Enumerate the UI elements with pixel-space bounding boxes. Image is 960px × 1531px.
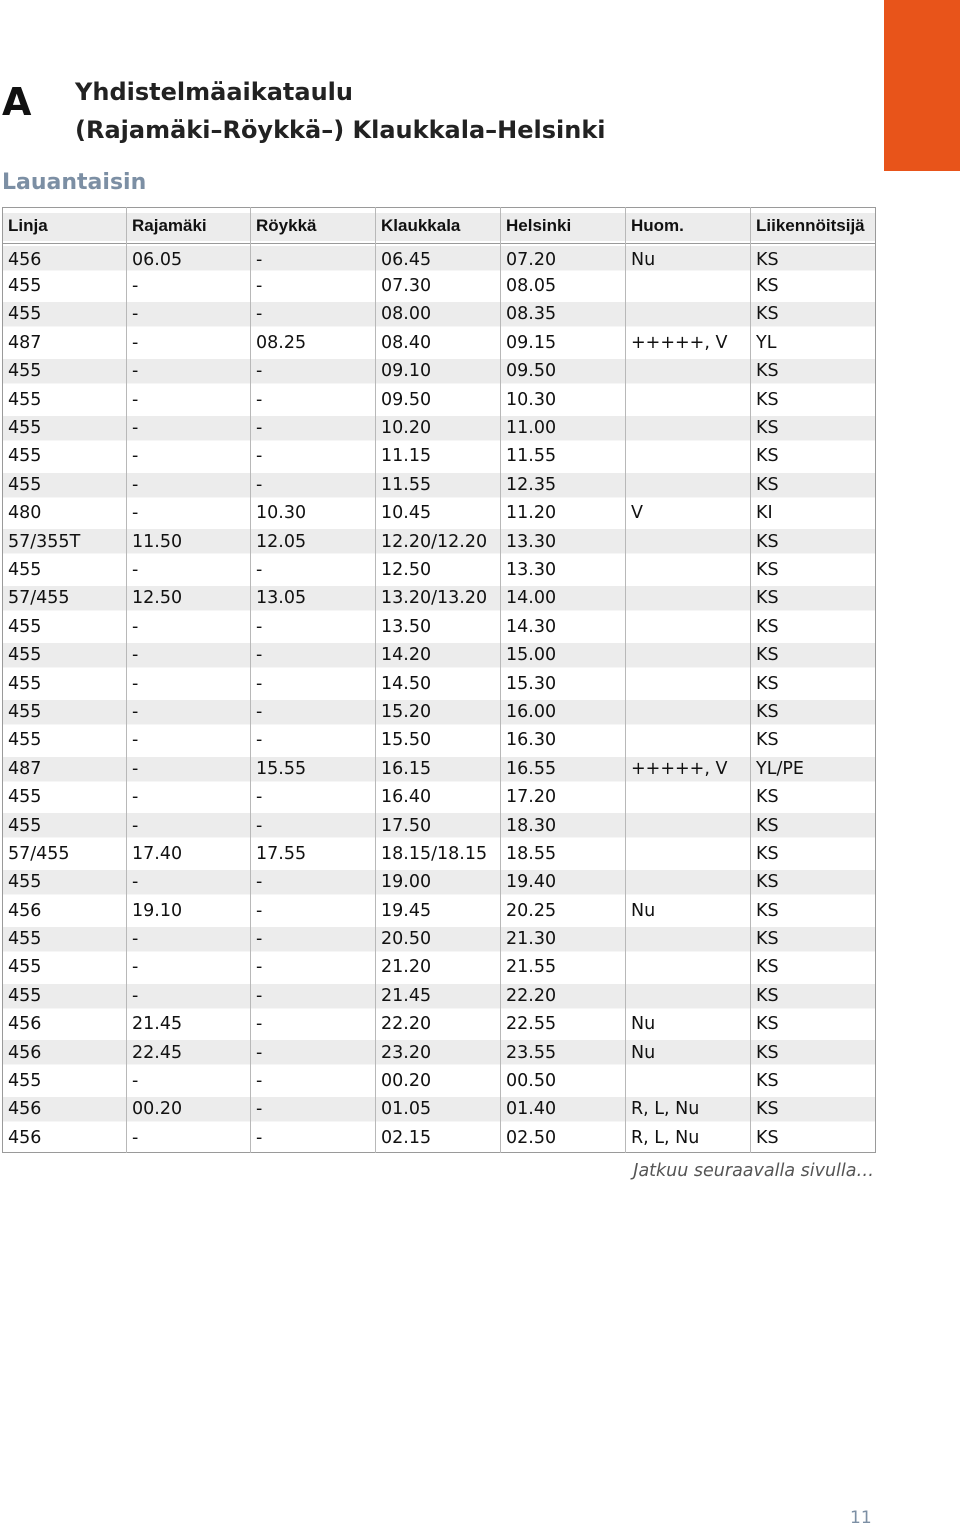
cell-huom: [626, 1067, 751, 1095]
cell-klaukkala: 14.50: [376, 669, 501, 697]
cell-liikennoitsija: KS: [756, 304, 779, 325]
cell-roykka: -: [251, 1067, 376, 1095]
cell-rajamaki: -: [127, 1124, 251, 1152]
cell-liikennoitsija: KS: [756, 361, 779, 382]
cell-klaukkala: 02.15: [376, 1124, 501, 1152]
table-row: [3, 1010, 876, 1038]
table-row: [3, 896, 876, 924]
cell-huom: [626, 868, 751, 896]
cell-liikennoitsija: KS: [756, 474, 779, 495]
cell-helsinki: 18.30: [501, 811, 626, 839]
cell-rajamaki: -: [127, 357, 251, 385]
cell-linja: 455: [3, 414, 127, 442]
cell-helsinki: 16.30: [501, 726, 626, 754]
cell-linja: 455: [3, 783, 127, 811]
cell-roykka: -: [251, 1124, 376, 1152]
cell-huom: R, L, Nu: [626, 1095, 751, 1123]
cell-liikennoitsija: KS: [756, 872, 779, 893]
table-row: [3, 783, 876, 811]
cell-huom: [626, 613, 751, 641]
cell-liikennoitsija: KS: [756, 559, 779, 580]
cell-liikennoitsija: KS: [756, 1014, 779, 1035]
cell-roykka: -: [251, 868, 376, 896]
timetable-body: [3, 244, 876, 1153]
cell-klaukkala: 11.55: [376, 471, 501, 499]
cell-linja: 456: [3, 896, 127, 924]
cell-klaukkala: 10.45: [376, 499, 501, 527]
table-row: [3, 868, 876, 896]
cell-klaukkala: 14.20: [376, 641, 501, 669]
cell-helsinki: 01.40: [501, 1095, 626, 1123]
table-row: [3, 244, 876, 272]
cell-huom: [626, 925, 751, 953]
cell-helsinki: 11.55: [501, 442, 626, 470]
table-row: [3, 300, 876, 328]
table-row: [3, 499, 876, 527]
cell-linja: 456: [3, 244, 127, 272]
header-linja: Linja: [3, 208, 127, 244]
cell-linja: 487: [3, 755, 127, 783]
cell-rajamaki: -: [127, 272, 251, 300]
cell-helsinki: 22.20: [501, 982, 626, 1010]
cell-rajamaki: 12.50: [127, 584, 251, 612]
table-row: [3, 698, 876, 726]
continues-note: Jatkuu seuraavalla sivulla…: [633, 1161, 874, 1181]
table-row: [3, 385, 876, 413]
cell-roykka: -: [251, 1038, 376, 1066]
cell-roykka: -: [251, 811, 376, 839]
cell-klaukkala: 17.50: [376, 811, 501, 839]
cell-linja: 455: [3, 669, 127, 697]
cell-helsinki: 12.35: [501, 471, 626, 499]
cell-huom: [626, 982, 751, 1010]
cell-helsinki: 11.00: [501, 414, 626, 442]
cell-linja: 455: [3, 442, 127, 470]
cell-liikennoitsija: KS: [756, 985, 779, 1006]
cell-roykka: -: [251, 982, 376, 1010]
cell-helsinki: 13.30: [501, 556, 626, 584]
cell-helsinki: 02.50: [501, 1124, 626, 1152]
cell-helsinki: 08.35: [501, 300, 626, 328]
cell-huom: [626, 669, 751, 697]
cell-klaukkala: 16.40: [376, 783, 501, 811]
header-roykka: Röykkä: [251, 208, 376, 244]
cell-klaukkala: 23.20: [376, 1038, 501, 1066]
cell-linja: 455: [3, 272, 127, 300]
cell-huom: [626, 840, 751, 868]
cell-roykka: -: [251, 613, 376, 641]
table-row: [3, 442, 876, 470]
cell-rajamaki: -: [127, 783, 251, 811]
cell-roykka: 12.05: [251, 527, 376, 555]
cell-klaukkala: 09.50: [376, 385, 501, 413]
cell-roykka: -: [251, 300, 376, 328]
header-liikennoitsija: Liikennöitsijä: [756, 215, 865, 235]
cell-helsinki: 14.30: [501, 613, 626, 641]
cell-rajamaki: 17.40: [127, 840, 251, 868]
cell-huom: [626, 272, 751, 300]
cell-huom: Nu: [626, 1010, 751, 1038]
cell-linja: 57/355T: [3, 527, 127, 555]
table-row: [3, 357, 876, 385]
cell-huom: [626, 414, 751, 442]
cell-roykka: 17.55: [251, 840, 376, 868]
cell-linja: 455: [3, 953, 127, 981]
cell-liikennoitsija: KS: [756, 250, 779, 271]
cell-roykka: -: [251, 442, 376, 470]
cell-huom: [626, 726, 751, 754]
cell-huom: +++++, V: [626, 755, 751, 783]
cell-klaukkala: 22.20: [376, 1010, 501, 1038]
cell-helsinki: 22.55: [501, 1010, 626, 1038]
cell-linja: 57/455: [3, 584, 127, 612]
cell-roykka: -: [251, 641, 376, 669]
table-row: [3, 584, 876, 612]
cell-liikennoitsija: KS: [756, 1042, 779, 1063]
header-rajamaki: Rajamäki: [127, 208, 251, 244]
cell-liikennoitsija: KS: [756, 418, 779, 439]
cell-liikennoitsija: KS: [756, 1099, 779, 1120]
cell-klaukkala: 13.20/13.20: [376, 584, 501, 612]
table-row: [3, 414, 876, 442]
cell-rajamaki: 00.20: [127, 1095, 251, 1123]
cell-klaukkala: 12.50: [376, 556, 501, 584]
cell-linja: 455: [3, 385, 127, 413]
cell-liikennoitsija: KS: [756, 730, 779, 751]
cell-roykka: -: [251, 925, 376, 953]
cell-klaukkala: 07.30: [376, 272, 501, 300]
cell-liikennoitsija: KS: [756, 446, 779, 467]
cell-rajamaki: -: [127, 925, 251, 953]
cell-helsinki: 09.50: [501, 357, 626, 385]
cell-helsinki: 16.00: [501, 698, 626, 726]
cell-rajamaki: -: [127, 811, 251, 839]
cell-helsinki: 14.00: [501, 584, 626, 612]
cell-klaukkala: 08.40: [376, 329, 501, 357]
cell-liikennoitsija: KS: [756, 531, 779, 552]
cell-roykka: -: [251, 726, 376, 754]
cell-klaukkala: 11.15: [376, 442, 501, 470]
cell-klaukkala: 10.20: [376, 414, 501, 442]
cell-helsinki: 21.30: [501, 925, 626, 953]
cell-klaukkala: 20.50: [376, 925, 501, 953]
cell-klaukkala: 18.15/18.15: [376, 840, 501, 868]
cell-rajamaki: -: [127, 499, 251, 527]
cell-rajamaki: 22.45: [127, 1038, 251, 1066]
table-row: [3, 953, 876, 981]
cell-linja: 487: [3, 329, 127, 357]
cell-huom: V: [626, 499, 751, 527]
cell-rajamaki: -: [127, 982, 251, 1010]
cell-linja: 455: [3, 300, 127, 328]
cell-roykka: 08.25: [251, 329, 376, 357]
cell-roykka: 15.55: [251, 755, 376, 783]
cell-rajamaki: -: [127, 953, 251, 981]
cell-roykka: -: [251, 385, 376, 413]
cell-klaukkala: 21.20: [376, 953, 501, 981]
cell-klaukkala: 00.20: [376, 1067, 501, 1095]
cell-linja: 455: [3, 613, 127, 641]
table-row: [3, 840, 876, 868]
table-row: [3, 1038, 876, 1066]
cell-roykka: -: [251, 698, 376, 726]
cell-helsinki: 15.00: [501, 641, 626, 669]
table-row: [3, 556, 876, 584]
cell-rajamaki: 19.10: [127, 896, 251, 924]
header-klaukkala: Klaukkala: [376, 208, 501, 244]
cell-rajamaki: -: [127, 471, 251, 499]
cell-klaukkala: 12.20/12.20: [376, 527, 501, 555]
table-row: [3, 982, 876, 1010]
cell-liikennoitsija: KS: [756, 276, 779, 297]
cell-helsinki: 07.20: [501, 244, 626, 272]
cell-helsinki: 21.55: [501, 953, 626, 981]
cell-helsinki: 16.55: [501, 755, 626, 783]
table-row: [3, 613, 876, 641]
cell-rajamaki: -: [127, 755, 251, 783]
table-row: [3, 1095, 876, 1123]
cell-helsinki: 17.20: [501, 783, 626, 811]
cell-helsinki: 18.55: [501, 840, 626, 868]
cell-roykka: 13.05: [251, 584, 376, 612]
cell-linja: 455: [3, 982, 127, 1010]
cell-huom: Nu: [626, 1038, 751, 1066]
cell-rajamaki: -: [127, 641, 251, 669]
cell-rajamaki: -: [127, 385, 251, 413]
cell-rajamaki: -: [127, 556, 251, 584]
cell-rajamaki: 06.05: [127, 244, 251, 272]
cell-liikennoitsija: YL/PE: [756, 758, 804, 779]
table-row: [3, 1067, 876, 1095]
cell-roykka: -: [251, 556, 376, 584]
header-huom: Huom.: [626, 208, 751, 244]
page-title-line-2: (Rajamäki–Röykkä–) Klaukkala–Helsinki: [75, 116, 606, 144]
cell-huom: [626, 527, 751, 555]
cell-rajamaki: -: [127, 1067, 251, 1095]
table-row: [3, 669, 876, 697]
cell-helsinki: 11.20: [501, 499, 626, 527]
cell-linja: 57/455: [3, 840, 127, 868]
cell-klaukkala: 19.00: [376, 868, 501, 896]
cell-roykka: -: [251, 1010, 376, 1038]
cell-roykka: -: [251, 272, 376, 300]
cell-klaukkala: 13.50: [376, 613, 501, 641]
cell-huom: [626, 953, 751, 981]
cell-linja: 456: [3, 1095, 127, 1123]
cell-liikennoitsija: KS: [756, 957, 779, 978]
cell-linja: 480: [3, 499, 127, 527]
timetable: [2, 207, 876, 1153]
cell-klaukkala: 16.15: [376, 755, 501, 783]
cell-helsinki: 09.15: [501, 329, 626, 357]
cell-klaukkala: 15.50: [376, 726, 501, 754]
header-helsinki: Helsinki: [501, 208, 626, 244]
cell-rajamaki: -: [127, 698, 251, 726]
cell-huom: [626, 471, 751, 499]
table-row: [3, 329, 876, 357]
cell-huom: [626, 811, 751, 839]
table-row: [3, 811, 876, 839]
cell-helsinki: 08.05: [501, 272, 626, 300]
cell-liikennoitsija: KS: [756, 815, 779, 836]
cell-rajamaki: -: [127, 442, 251, 470]
cell-liikennoitsija: KS: [756, 1071, 779, 1092]
cell-klaukkala: 19.45: [376, 896, 501, 924]
cell-linja: 455: [3, 556, 127, 584]
cell-roykka: 10.30: [251, 499, 376, 527]
cell-liikennoitsija: YL: [756, 332, 777, 353]
cell-roykka: -: [251, 783, 376, 811]
cell-klaukkala: 15.20: [376, 698, 501, 726]
cell-helsinki: 13.30: [501, 527, 626, 555]
cell-liikennoitsija: KS: [756, 929, 779, 950]
cell-roykka: -: [251, 669, 376, 697]
cell-linja: 455: [3, 698, 127, 726]
cell-liikennoitsija: KI: [756, 503, 773, 524]
cell-rajamaki: -: [127, 414, 251, 442]
cell-linja: 455: [3, 868, 127, 896]
cell-huom: Nu: [626, 896, 751, 924]
cell-huom: R, L, Nu: [626, 1124, 751, 1152]
cell-huom: [626, 357, 751, 385]
cell-liikennoitsija: KS: [756, 616, 779, 637]
cell-rajamaki: -: [127, 613, 251, 641]
cell-roykka: -: [251, 414, 376, 442]
section-letter: A: [2, 80, 32, 124]
cell-linja: 455: [3, 1067, 127, 1095]
cell-liikennoitsija: KS: [756, 787, 779, 808]
cell-liikennoitsija: KS: [756, 645, 779, 666]
cell-liikennoitsija: KS: [756, 900, 779, 921]
cell-huom: Nu: [626, 244, 751, 272]
cell-klaukkala: 08.00: [376, 300, 501, 328]
cell-rajamaki: -: [127, 300, 251, 328]
cell-liikennoitsija: KS: [756, 389, 779, 410]
cell-roykka: -: [251, 471, 376, 499]
cell-rajamaki: 11.50: [127, 527, 251, 555]
cell-linja: 455: [3, 471, 127, 499]
cell-klaukkala: 09.10: [376, 357, 501, 385]
cell-liikennoitsija: KS: [756, 588, 779, 609]
cell-linja: 455: [3, 641, 127, 669]
table-row: [3, 755, 876, 783]
cell-roykka: -: [251, 357, 376, 385]
cell-huom: [626, 698, 751, 726]
cell-roykka: -: [251, 244, 376, 272]
cell-roykka: -: [251, 1095, 376, 1123]
cell-helsinki: 15.30: [501, 669, 626, 697]
cell-huom: [626, 783, 751, 811]
cell-rajamaki: 21.45: [127, 1010, 251, 1038]
cell-helsinki: 20.25: [501, 896, 626, 924]
table-row: [3, 1124, 876, 1152]
table-row: [3, 641, 876, 669]
cell-linja: 456: [3, 1010, 127, 1038]
orange-section-tab: [884, 0, 960, 171]
cell-huom: [626, 442, 751, 470]
cell-huom: [626, 385, 751, 413]
cell-linja: 456: [3, 1124, 127, 1152]
cell-liikennoitsija: KS: [756, 1127, 779, 1148]
table-row: [3, 726, 876, 754]
cell-helsinki: 23.55: [501, 1038, 626, 1066]
cell-huom: [626, 556, 751, 584]
cell-klaukkala: 06.45: [376, 244, 501, 272]
page-number: 11: [850, 1508, 872, 1528]
cell-rajamaki: -: [127, 726, 251, 754]
cell-huom: [626, 584, 751, 612]
cell-rajamaki: -: [127, 329, 251, 357]
cell-linja: 455: [3, 726, 127, 754]
day-subtitle: Lauantaisin: [2, 170, 147, 195]
timetable-header-row: [3, 208, 876, 244]
cell-linja: 455: [3, 925, 127, 953]
cell-helsinki: 19.40: [501, 868, 626, 896]
table-row: [3, 925, 876, 953]
table-row: [3, 471, 876, 499]
page-title-line-1: Yhdistelmäaikataulu: [75, 78, 353, 106]
cell-rajamaki: -: [127, 868, 251, 896]
cell-linja: 455: [3, 357, 127, 385]
cell-huom: [626, 300, 751, 328]
cell-huom: +++++, V: [626, 329, 751, 357]
table-row: [3, 272, 876, 300]
cell-helsinki: 00.50: [501, 1067, 626, 1095]
cell-liikennoitsija: KS: [756, 701, 779, 722]
cell-klaukkala: 01.05: [376, 1095, 501, 1123]
cell-roykka: -: [251, 953, 376, 981]
cell-rajamaki: -: [127, 669, 251, 697]
cell-klaukkala: 21.45: [376, 982, 501, 1010]
table-row: [3, 527, 876, 555]
cell-helsinki: 10.30: [501, 385, 626, 413]
cell-linja: 456: [3, 1038, 127, 1066]
cell-roykka: -: [251, 896, 376, 924]
cell-liikennoitsija: KS: [756, 843, 779, 864]
cell-liikennoitsija: KS: [756, 673, 779, 694]
cell-linja: 455: [3, 811, 127, 839]
cell-huom: [626, 641, 751, 669]
